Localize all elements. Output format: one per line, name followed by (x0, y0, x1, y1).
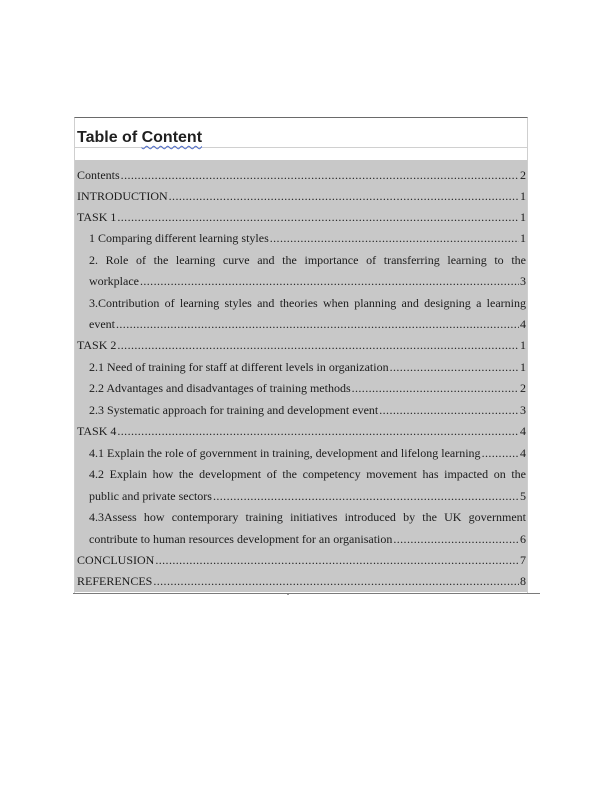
toc-entry-page: 6 (520, 532, 526, 546)
toc-heading-box (75, 118, 527, 148)
toc-leader-dots (393, 532, 519, 546)
toc-entry-page: 4 (520, 446, 526, 460)
toc-leader-dots (121, 168, 519, 182)
toc-entry[interactable] (77, 567, 527, 588)
toc-entry-text: TASK 1 (77, 210, 117, 224)
toc-entry-line-1[interactable] (89, 460, 526, 481)
toc-leader-dots (153, 574, 519, 588)
toc-entry-page: 8 (520, 574, 526, 588)
toc-leader-dots (213, 489, 519, 503)
toc-entry-page: 1 (520, 231, 526, 245)
toc-entry-text: TASK 4 (77, 424, 117, 438)
toc-entry-page: 3 (520, 274, 526, 288)
toc-entry-text: 2.3 Systematic approach for training and development event (89, 403, 379, 417)
toc-leader-dots (482, 446, 519, 460)
toc-bottom-rule (73, 593, 540, 594)
toc-entry-text: 2. Role of the learning curve and the importance of transferring learning to the (89, 253, 526, 267)
toc-entry-text: INTRODUCTION (77, 189, 168, 203)
toc-entry-text: public and private sectors (89, 489, 212, 503)
toc-title-prefix: Table of (77, 129, 142, 146)
toc-entry-text: CONCLUSION (77, 553, 155, 567)
toc-entry-page: 2 (520, 381, 526, 395)
table-of-contents (74, 117, 528, 593)
toc-entry[interactable] (89, 353, 527, 374)
toc-body (75, 160, 527, 592)
toc-entry-text: event (89, 317, 115, 331)
toc-leader-dots (117, 338, 519, 352)
toc-entry[interactable] (77, 182, 527, 203)
toc-entry-text: 4.2 Explain how the development of the competency movement has impacted on the (89, 467, 526, 481)
toc-entry-line-1[interactable] (89, 246, 526, 267)
toc-entry[interactable] (77, 417, 527, 438)
toc-entry-text: workplace (89, 274, 139, 288)
toc-entry-page: 5 (520, 489, 526, 503)
toc-leader-dots (270, 231, 519, 245)
toc-entry-text: Contents (77, 168, 120, 182)
toc-leader-dots (390, 360, 519, 374)
toc-entry-line-2[interactable] (89, 267, 527, 288)
toc-entry-line-2[interactable] (89, 525, 527, 546)
toc-entry-page: 1 (520, 189, 526, 203)
toc-leader-dots (117, 210, 519, 224)
toc-title-spellcheck-word: Content (141, 129, 203, 146)
toc-entry-text: 3.Contribution of learning styles and theories when planning and designing a learning (89, 296, 526, 310)
toc-entry-page: 1 (520, 360, 526, 374)
toc-leader-dots (155, 553, 519, 567)
toc-leader-dots (169, 189, 519, 203)
field-end-marker (287, 594, 289, 595)
toc-entry[interactable] (77, 546, 527, 567)
toc-entry[interactable] (89, 374, 527, 395)
toc-entry-line-1[interactable] (89, 289, 526, 310)
toc-entry-text: 1 Comparing different learning styles (89, 231, 269, 245)
toc-entry-page: 4 (520, 424, 526, 438)
toc-entry-text: TASK 2 (77, 338, 117, 352)
toc-entry-page: 1 (520, 338, 526, 352)
toc-leader-dots (352, 381, 519, 395)
toc-leader-dots (379, 403, 519, 417)
toc-title (77, 128, 202, 148)
toc-leader-dots (117, 424, 519, 438)
toc-entry-line-2[interactable] (89, 310, 527, 331)
toc-leader-dots (140, 274, 519, 288)
toc-entry-text: contribute to human resources development for an organisation (89, 532, 393, 546)
toc-entry-line-2[interactable] (89, 482, 527, 503)
toc-entry[interactable] (77, 331, 527, 352)
toc-entry-text: REFERENCES (77, 574, 153, 588)
toc-entry-line-1[interactable] (89, 503, 526, 524)
toc-entry-page: 1 (520, 210, 526, 224)
toc-entry-page: 7 (520, 553, 526, 567)
toc-entry[interactable] (89, 439, 527, 460)
toc-entry-text: 2.2 Advantages and disadvantages of training methods (89, 381, 351, 395)
toc-entry-page: 2 (520, 168, 526, 182)
toc-entry[interactable] (77, 161, 527, 182)
toc-leader-dots (116, 317, 519, 331)
toc-entry-text: 4.3Assess how contemporary training initiatives introduced by the UK government (89, 510, 526, 524)
toc-entry-page: 4 (520, 317, 526, 331)
toc-entry-page: 3 (520, 403, 526, 417)
toc-entry[interactable] (77, 203, 527, 224)
toc-entry[interactable] (89, 396, 527, 417)
toc-entry[interactable] (89, 224, 527, 245)
toc-entry-text: 2.1 Need of training for staff at different levels in organization (89, 360, 389, 374)
toc-entry-text: 4.1 Explain the role of government in training, development and lifelong learning (89, 446, 481, 460)
